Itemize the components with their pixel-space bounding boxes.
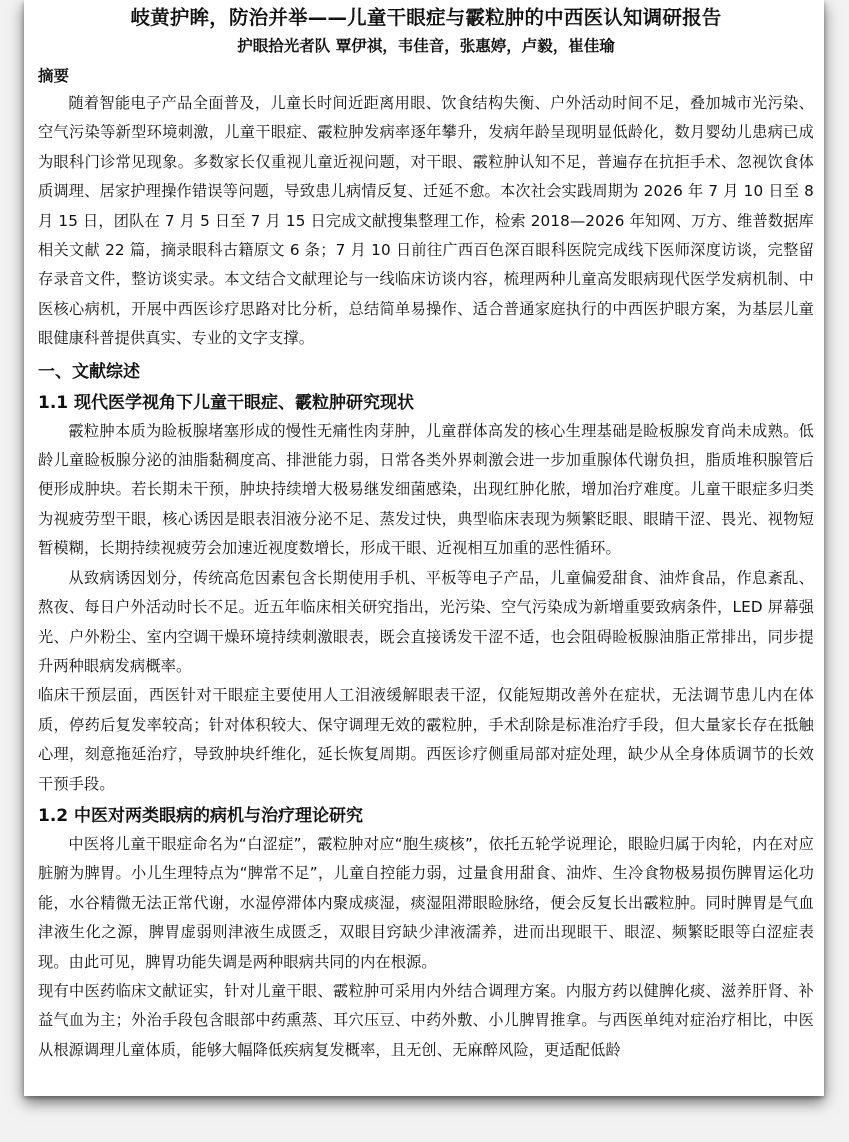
- abstract-heading: 摘要: [38, 67, 70, 85]
- section-1-1-paragraph-2: 从致病诱因划分，传统高危因素包含长期使用手机、平板等电子产品，儿童偏爱甜食、油炸食品，作息紊乱、熬夜、每日户外活动时长不足。近五年临床相关研究指出，光污染、空气污染成为新增重要致病条件，LED 屏幕强光、户外粉尘、室内空调干燥环境持续刺激眼表，既会直接诱发干涩不适，也会阻碍睑板腺油脂正常排出，同步提升两种眼病发病概率。: [38, 568, 814, 675]
- section-1-1-paragraph-1: 霰粒肿本质为睑板腺堵塞形成的慢性无痛性肉芽肿，儿童群体高发的核心生理基础是睑板腺发育尚未成熟。低龄儿童睑板腺分泌的油脂黏稠度高、排泄能力弱，日常各类外界刺激会进一步加重腺体代谢负担，脂质堆积腺管后便形成肿块。若长期未干预，肿块持续增大极易继发细菌感染，出现红肿化脓，增加治疗难度。儿童干眼症多归类为视疲劳型干眼，核心诱因是眼表泪液分泌不足、蒸发过快，典型临床表现为频繁眨眼、眼睛干涩、畏光、视物短暂模糊，长期持续视疲劳会加速近视度数增长，形成干眼、近视相互加重的恶性循环。: [38, 421, 814, 558]
- section-1-1-heading: 1.1 现代医学视角下儿童干眼症、霰粒肿研究现状: [38, 392, 415, 413]
- section-1-2-paragraph-1: 中医将儿童干眼症命名为“白涩症”，霰粒肿对应“胞生痰核”，依托五轮学说理论，眼睑归属于肉轮，内在对应脏腑为脾胃。小儿生理特点为“脾常不足”，儿童自控能力弱，过量食用甜食、油炸、生冷食物极易损伤脾胃运化功能，水谷精微无法正常代谢，水湿停滞体内聚成痰湿，痰湿阻滞眼睑脉络，便会反复长出霰粒肿。同时脾胃是气血津液生化之源，脾胃虚弱则津液生成匮乏，双眼目窍缺少津液濡养，进而出现眼干、眼涩、频繁眨眼等白涩症表现。由此可见，脾胃功能失调是两种眼病共同的内在根源。: [38, 834, 814, 971]
- abstract-paragraph: 随着智能电子产品全面普及，儿童长时间近距离用眼、饮食结构失衡、户外活动时间不足，叠加城市光污染、空气污染等新型环境刺激，儿童干眼症、霰粒肿发病率逐年攀升，发病年龄呈现明显低龄化，数月婴幼儿患病已成为眼科门诊常见现象。多数家长仅重视儿童近视问题，对干眼、霰粒肿认知不足，普遍存在抗拒手术、忽视饮食体质调理、居家护理操作错误等问题，导致患儿病情反复、迁延不愈。本次社会实践周期为 2026 年 7 月 10 日至 8 月 15 日，团队在 7 月 5 日至 7 月 15 日完成文献搜集整理工作，检索 2018—2026 年知网、万方、维普数据库相关文献 22 篇，摘录眼科古籍原文 6 条；7 月 10 日前往广西百色深百眼科医院完成线下医师深度访谈，完整留存录音文件，整访谈实录。本文结合文献理论与一线临床访谈内容，梳理两种儿童高发眼病现代医学发病机制、中医核心病机，开展中西医诊疗思路对比分析，总结简单易操作、适合普通家庭执行的中西医护眼方案，为基层儿童眼健康科普提供真实、专业的文字支撑。: [38, 94, 814, 348]
- report-title: 岐黄护眸，防治并举——儿童干眼症与霰粒肿的中西医认知调研报告: [130, 6, 722, 29]
- author-list: 护眼拾光者队 覃伊祺，韦佳音，张惠婷，卢毅，崔佳瑜: [237, 37, 615, 55]
- section-1-2-heading: 1.2 中医对两类眼病的病机与治疗理论研究: [38, 805, 364, 826]
- section-1-2-paragraph-2: 现有中医药临床文献证实，针对儿童干眼、霰粒肿可采用内外结合调理方案。内服方药以健脾化痰、滋养肝肾、补益气血为主；外治手段包含眼部中药熏蒸、耳穴压豆、中药外敷、小儿脾胃推拿。与西医单纯对症治疗相比，中医从根源调理儿童体质，能够大幅降低疾病复发概率，且无创、无麻醉风险，更适配低龄: [38, 981, 814, 1059]
- section-1-1-paragraph-3: 临床干预层面，西医针对干眼症主要使用人工泪液缓解眼表干涩，仅能短期改善外在症状，无法调节患儿内在体质，停药后复发率较高；针对体积较大、保守调理无效的霰粒肿，手术刮除是标准治疗手段，但大量家长存在抵触心理，刻意拖延治疗，导致肿块纤维化，延长恢复周期。西医诊疗侧重局部对症处理，缺少从全身体质调节的长效干预手段。: [38, 686, 814, 793]
- section-1-heading: 一、文献综述: [38, 361, 140, 382]
- document-content: [38, 4, 814, 1065]
- document-page: [24, 0, 824, 1096]
